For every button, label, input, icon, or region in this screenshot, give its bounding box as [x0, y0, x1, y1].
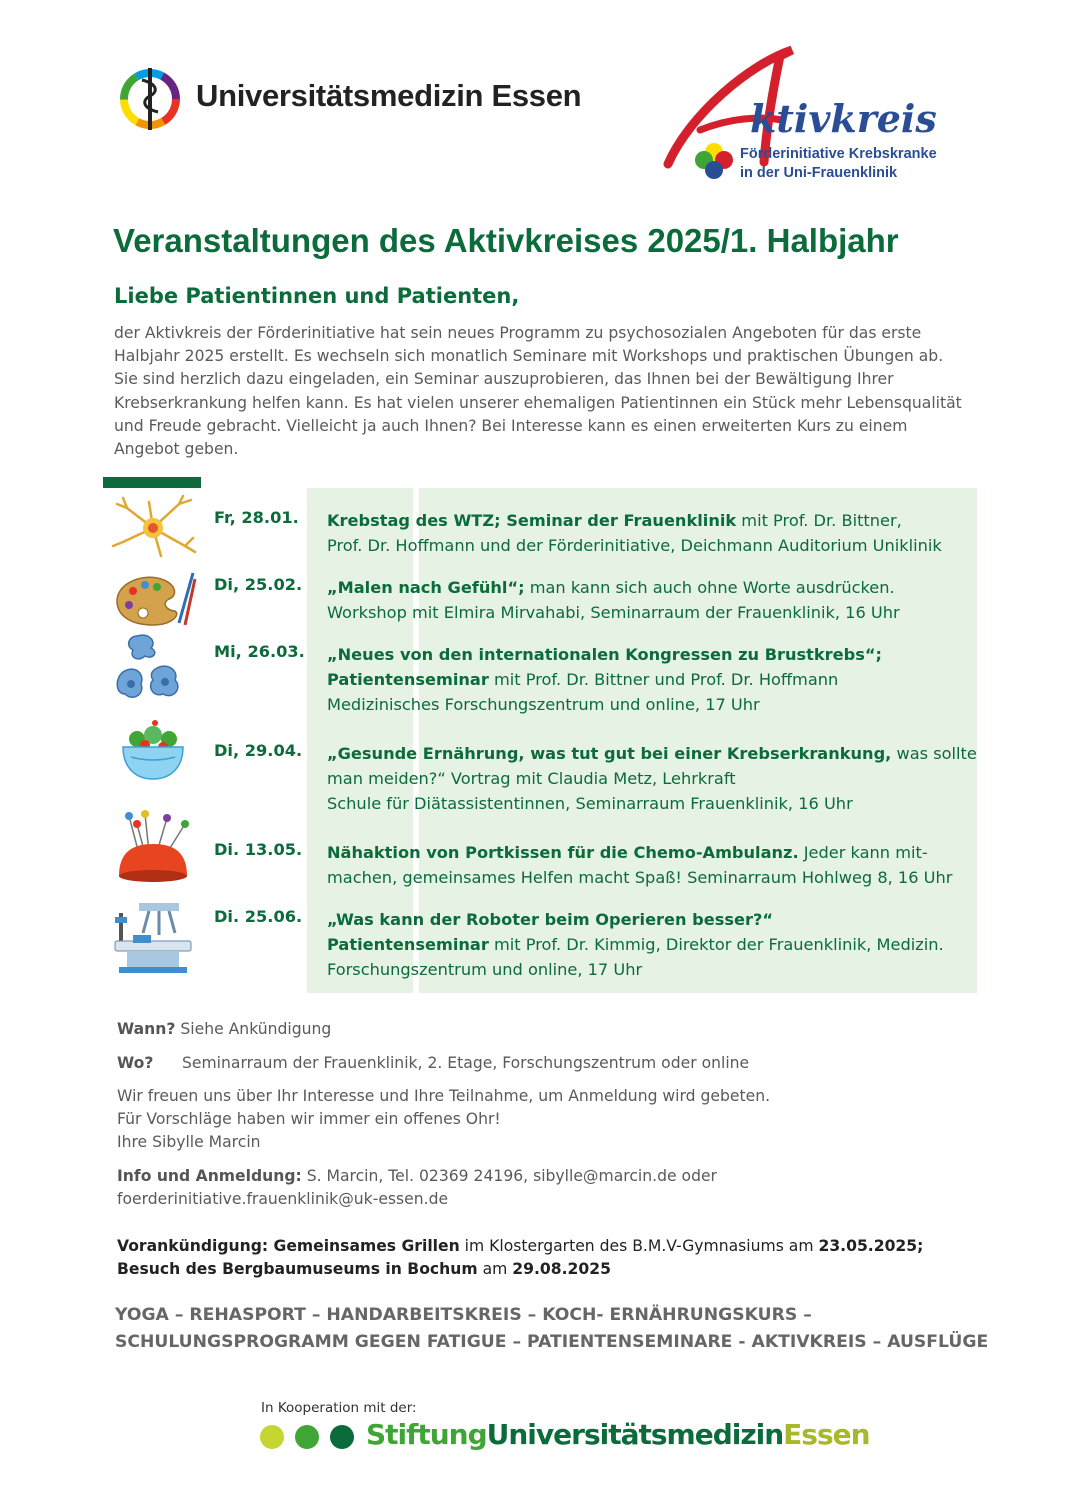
event-line: Prof. Dr. Hoffmann und der Förderinitiative, Deichmann Auditorium Uniklinik: [327, 536, 942, 555]
event-description: [327, 642, 977, 717]
university-emblem-icon: [118, 62, 182, 134]
event-line: Forschungszentrum und online, 17 Uhr: [327, 960, 643, 979]
where-label: Wo?: [117, 1054, 154, 1072]
event-line: Patientenseminar mit Prof. Dr. Kimmig, Direktor der Frauenklinik, Medizin.: [327, 935, 944, 954]
event-description: [327, 575, 977, 625]
intro-line: Krebserkrankung helfen kann. Es hat vielen unserer ehemaligen Patientinnen ein Stück mehr Lebensqualität: [114, 393, 962, 412]
paint-palette-icon: [109, 565, 197, 631]
event-line: „Malen nach Gefühl“; man kann sich auch ohne Worte ausdrücken.: [327, 578, 895, 597]
event-description: [327, 907, 977, 982]
event-line: Krebstag des WTZ; Seminar der Frauenklinik mit Prof. Dr. Bittner,: [327, 511, 902, 530]
intro-line: Sie sind herzlich dazu eingeladen, ein Seminar auszuprobieren, das Ihnen bei der Bewältigung Ihrer: [114, 370, 894, 389]
event-description: [327, 741, 977, 816]
stiftung-logo: [260, 1418, 870, 1460]
events-accent-bar: [103, 477, 201, 488]
closing-text: [117, 1085, 770, 1155]
aktivkreis-wordmark: ktivkreis: [750, 96, 937, 141]
surgical-robot-icon: [109, 897, 197, 981]
intro-line: und Freude gebracht. Vielleicht ja auch Ihnen? Bei Interesse kann es einen erweiterten Kurs zu einem: [114, 416, 908, 435]
closing-line: Für Vorschläge haben wir immer ein offenes Ohr!: [117, 1110, 501, 1129]
light-dot-icon: [260, 1425, 284, 1449]
aktivkreis-subtitle-line2: in der Uni-Frauenklinik: [740, 165, 898, 181]
event-date: Di, 25.02.: [214, 575, 303, 594]
event-date: Mi, 26.03.: [214, 642, 305, 661]
salad-bowl-icon: [109, 717, 197, 789]
events-table: [103, 488, 977, 993]
contact-info: Info und Anmeldung: S. Marcin, Tel. 02369 24196, sibylle@marcin.de oder foerderinitiative.frauenklinik@uk-essen.de: [117, 1165, 717, 1211]
university-name: Universitätsmedizin Essen: [196, 78, 582, 113]
intro-line: der Aktivkreis der Förderinitiative hat sein neues Programm zu psychosozialen Angeboten für das erste: [114, 324, 922, 342]
event-line: Nähaktion von Portkissen für die Chemo-Ambulanz. Jeder kann mit-: [327, 843, 928, 862]
stiftung-wordmark: StiftungUniversitätsmedizinEssen: [366, 1418, 870, 1451]
event-date: Di, 29.04.: [214, 741, 303, 760]
cells-icon: [109, 632, 197, 710]
greeting: Liebe Patientinnen und Patienten,: [114, 284, 520, 308]
program-list: [115, 1302, 988, 1356]
event-line: „Neues von den internationalen Kongressen zu Brustkrebs“;: [327, 645, 882, 664]
event-description: [327, 840, 977, 890]
program-line: YOGA – REHASPORT – HANDARBEITSKREIS – KOCH- ERNÄHRUNGSKURS –: [115, 1305, 812, 1325]
cooperation-label: In Kooperation mit der:: [261, 1400, 417, 1416]
intro-paragraph: [114, 322, 984, 461]
event-line: machen, gemeinsames Helfen macht Spaß! Seminarraum Hohlweg 8, 16 Uhr: [327, 868, 953, 887]
aktivkreis-subtitle-line1: Förderinitiative Krebskranke: [740, 146, 937, 162]
dark-dot-icon: [330, 1425, 354, 1449]
announcement: Vorankündigung: Gemeinsames Grillen im Klostergarten des B.M.V-Gymnasiums am 23.05.2025; Besuch des Bergbaumuseums in Bochum am 29.08.2025: [117, 1237, 924, 1279]
event-description: [327, 508, 977, 558]
closing-line: Ihre Sibylle Marcin: [117, 1133, 261, 1152]
mid-dot-icon: [295, 1425, 319, 1449]
event-date: Di. 13.05.: [214, 840, 303, 859]
when-info: Wann? Siehe Ankündigung: [117, 1020, 332, 1038]
aktivkreis-logo: [660, 44, 980, 194]
event-line: Schule für Diätassistentinnen, Seminarraum Frauenklinik, 16 Uhr: [327, 794, 853, 813]
event-line: Patientenseminar mit Prof. Dr. Bittner und Prof. Dr. Hoffmann: [327, 670, 839, 689]
contact-email: foerderinitiative.frauenklinik@uk-essen.de: [117, 1190, 449, 1209]
pincushion-icon: [109, 810, 197, 888]
event-line: „Was kann der Roboter beim Operieren besser?“: [327, 910, 774, 929]
event-line: Medizinisches Forschungszentrum und online, 17 Uhr: [327, 695, 760, 714]
event-line: man meiden?“ Vortrag mit Claudia Metz, Lehrkraft: [327, 769, 736, 788]
event-line: „Gesunde Ernährung, was tut gut bei einer Krebserkrankung, was sollte: [327, 744, 977, 763]
intro-line: Angebot geben.: [114, 440, 239, 459]
intro-line: Halbjahr 2025 erstellt. Es wechseln sich monatlich Seminare mit Workshops und praktischen Übungen ab.: [114, 347, 944, 366]
event-date: Fr, 28.01.: [214, 508, 299, 527]
event-line: Workshop mit Elmira Mirvahabi, Seminarraum der Frauenklinik, 16 Uhr: [327, 603, 900, 622]
page-title: Veranstaltungen des Aktivkreises 2025/1. Halbjahr: [113, 222, 899, 259]
program-line: SCHULUNGSPROGRAMM GEGEN FATIGUE – PATIENTENSEMINARE - AKTIVKREIS – AUSFLÜGE: [115, 1332, 989, 1352]
where-text: Seminarraum der Frauenklinik, 2. Etage, Forschungszentrum oder online: [182, 1054, 750, 1072]
closing-line: Wir freuen uns über Ihr Interesse und Ihre Teilnahme, um Anmeldung wird gebeten.: [117, 1087, 771, 1105]
neuron-icon: [109, 494, 197, 560]
event-date: Di. 25.06.: [214, 907, 303, 926]
university-logo: [118, 62, 618, 134]
